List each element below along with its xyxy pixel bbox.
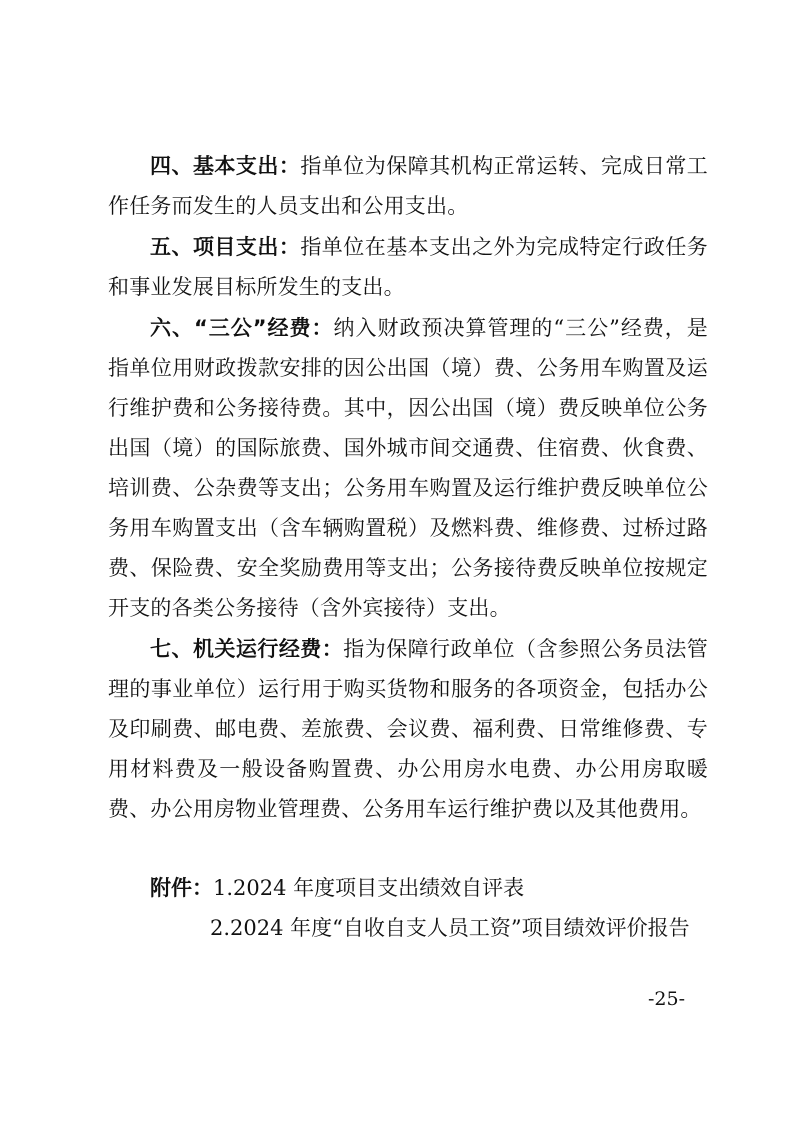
attachment-title: 1.2024 年度项目支出绩效自评表: [213, 876, 525, 900]
definition-term: 七、机关运行经费：: [150, 637, 344, 661]
definition-text: 指单位为保障其机构正常运转、完成日常工作任务而发生的人员支出和公用支出。: [108, 154, 708, 218]
definition-text: 指为保障行政单位（含参照公务员法管理的事业单位）运行用于购买货物和服务的各项资金，包括办公及印刷费、邮电费、差旅费、会议费、福利费、日常维修费、专用材料费及一般设备购置费、办公用房水电费、办公用房取暖费、办公用房物业管理费、公务用车运行维护费以及其他费用。: [108, 637, 708, 821]
attachments-label: 附件：: [150, 876, 213, 900]
definition-basic-expenditure: [108, 146, 708, 226]
definition-term: 五、项目支出：: [150, 235, 301, 259]
attachment-item: [150, 868, 710, 908]
attachment-item: [150, 908, 710, 948]
definition-text: 纳入财政预决算管理的“三公”经费，是指单位用财政拨款安排的因公出国（境）费、公务用车购置及运行维护费和公务接待费。其中，因公出国（境）费反映单位公务出国（境）的国际旅费、国外城市间交通费、住宿费、伙食费、培训费、公杂费等支出；公务用车购置及运行维护费反映单位公务用车购置支出（含车辆购置税）及燃料费、维修费、过桥过路费、保险费、安全奖励费用等支出；公务接待费反映单位按规定开支的各类公务接待（含外宾接待）支出。: [108, 316, 708, 620]
definition-operating-expenses: [108, 629, 708, 829]
definition-term: 四、基本支出：: [150, 154, 301, 178]
attachment-title: 2.2024 年度“自收自支人员工资”项目绩效评价报告: [210, 916, 690, 940]
definition-three-public-expenses: [108, 308, 708, 628]
attachments-list: [150, 868, 710, 948]
definition-project-expenditure: [108, 227, 708, 307]
definition-term: 六、“三公”经费：: [150, 316, 334, 340]
definitions-section: [108, 146, 708, 829]
page-number: -25-: [648, 988, 686, 1010]
definition-text: 指单位在基本支出之外为完成特定行政任务和事业发展目标所发生的支出。: [108, 235, 708, 299]
